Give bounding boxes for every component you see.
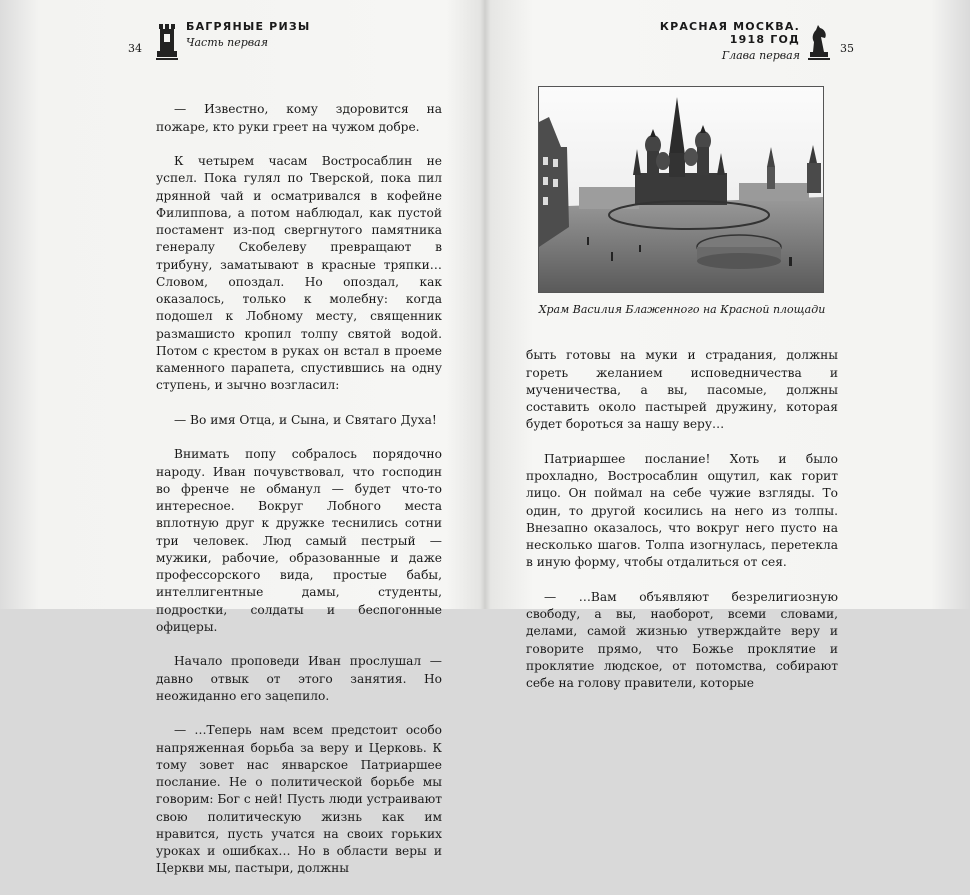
left-body-text [156, 84, 442, 895]
paragraph: — Известно, кому здоровится на пожаре, кто руки греет на чужом добре. [156, 102, 442, 134]
right-page-number: 35 [840, 42, 854, 55]
chess-rook-logo-icon [156, 22, 178, 60]
paragraph: Патриаршее послание! Хоть и было прохладно, Востросаблин ощутил, как горит лицо. Он поймал на себе чужие взгляды. То один, то другой косились на него из толпы. Внезапно оказалось, что вокруг него пусто на несколько шагов. Толпа изогнулась, перетекла в иную форму, чтобы отдалиться от сея. [526, 451, 838, 570]
right-body-text [526, 330, 838, 710]
paragraph: Внимать попу собралось порядочно народу. Иван почувствовал, что господин во френче не обманул — будет что-то интересное. Вокруг Лобного места вплотную друг к дружке теснились сотни три человек. Люд самый пестрый — мужики, рабочие, образованные и даже профессорского вида, простые бабы, интеллигентные дамы, студенты, подростки, солдаты и беспогонные офицеры. [156, 447, 442, 634]
right-running-header [634, 20, 800, 80]
paragraph: — …Теперь нам всем предстоит особо напряженная борьба за веру и Церковь. К тому зовет нас январское Патриаршее послание. Не о политической борьбе мы говорим: Бог с ней! Пусть люди устраивают свою политическую жизнь как им нравится, пусть учатся на своих горьких уроках и ошибках… Но в области веры и Церкви мы, пастыри, должны [156, 723, 442, 876]
paragraph: — Во имя Отца, и Сына, и Святаго Духа! [174, 412, 437, 427]
paragraph: Начало проповеди Иван прослушал — давно отвык от этого занятия. Но неожиданно его зацепило. [156, 654, 442, 703]
right-header-subtitle: Глава первая [721, 49, 800, 62]
left-page [0, 0, 484, 876]
left-header-subtitle: Часть первая [186, 36, 269, 49]
paragraph: — …Вам объявляют безрелигиозную свободу, а вы, наоборот, всеми словами, делами, самой жизнью утверждайте веру и говорите прямо, что Божье проклятие и проклятие людское, от потомства, собирают себе на голову правители, которые [526, 589, 838, 690]
left-header-title: БАГРЯНЫЕ РИЗЫ [186, 20, 311, 33]
left-page-number: 34 [128, 42, 142, 55]
right-header-title: КРАСНАЯ МОСКВА. 1918 ГОД [659, 20, 800, 46]
st-basil-cathedral-photo [538, 86, 824, 293]
paragraph: быть готовы на муки и страдания, должны гореть желанием исповедничества и мученичества, а вы, пасомые, должны составить около пастырей дружину, которая будет бороться за нашу веру… [526, 348, 838, 432]
left-running-header [186, 20, 310, 80]
right-page [486, 0, 970, 690]
photo-caption: Храм Василия Блаженного на Красной площади [538, 303, 826, 316]
chess-knight-logo-icon [808, 22, 830, 60]
paragraph: К четырем часам Востросаблин не успел. Пока гулял по Тверской, пока пил дрянной чай и осматривался в кофейне Филиппова, а потом наблюдал, как пустой постамент из-под свергнутого памятника генералу Скобелеву превращают в трибуну, заматывают в красные тряпки… Словом, опоздал. Но опоздал, как оказалось, только к молебну: когда подошел к Лобному месту, священник размашисто кропил толпу святой водой. Потом с крестом в руках он встал в проеме каменного парапета, спустившись на одну ступень, и зычно возгласил: [156, 154, 442, 393]
